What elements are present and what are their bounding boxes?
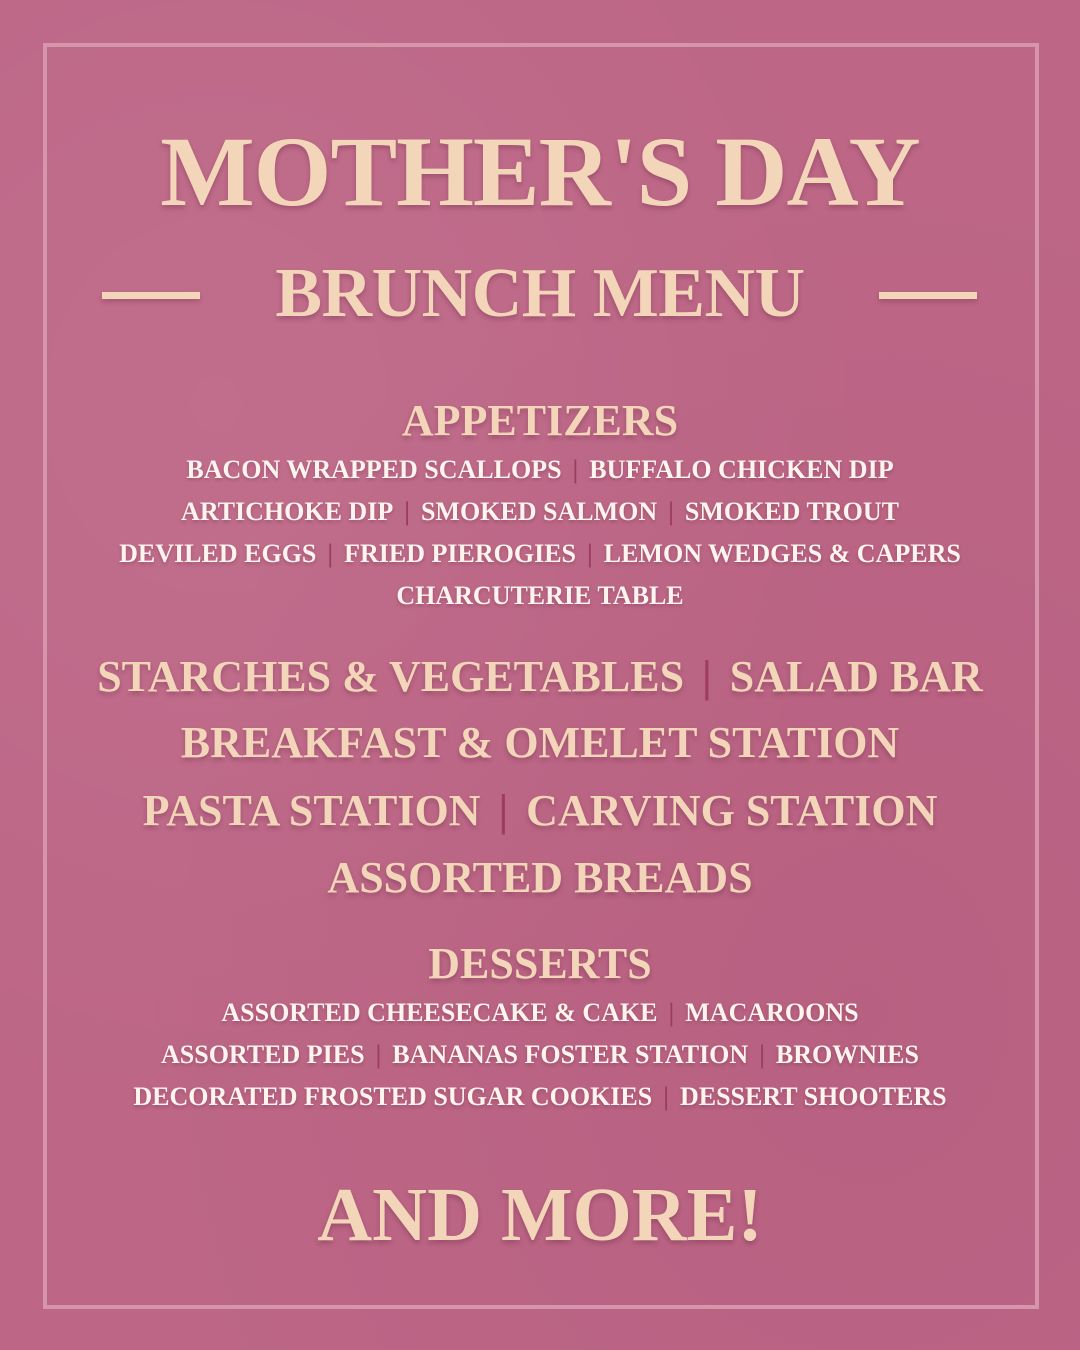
menu-item: BANANAS FOSTER STATION <box>392 1040 749 1069</box>
menu-item: FRIED PIEROGIES <box>344 539 577 568</box>
menu-item: BACON WRAPPED SCALLOPS <box>186 455 562 484</box>
desserts-row <box>0 1081 1080 1113</box>
menu-item: MACAROONS <box>685 998 859 1027</box>
menu-item: DEVILED EGGS <box>119 539 317 568</box>
item-separator: | <box>375 1040 382 1069</box>
stations-row <box>0 851 1080 905</box>
appetizers-row <box>0 496 1080 528</box>
item-separator: | <box>404 497 410 526</box>
item-separator: | <box>668 998 675 1027</box>
item-separator: | <box>327 539 334 568</box>
closing-text: AND MORE! <box>317 1173 763 1257</box>
menu-item: SALAD BAR <box>729 652 983 701</box>
menu-item: ASSORTED CHEESECAKE & CAKE <box>221 998 658 1027</box>
menu-item: DESSERT SHOOTERS <box>679 1082 947 1111</box>
item-separator: | <box>702 652 712 701</box>
menu-item: ASSORTED BREADS <box>327 853 753 902</box>
menu-item: CHARCUTERIE TABLE <box>396 581 684 610</box>
poster-title: MOTHER'S DAY <box>160 116 920 227</box>
stations-row <box>0 650 1080 704</box>
item-separator: | <box>587 539 593 568</box>
appetizers-row <box>0 580 1080 612</box>
stations-row <box>0 784 1080 838</box>
menu-item: PASTA STATION <box>142 786 481 835</box>
menu-item: SMOKED TROUT <box>684 497 899 526</box>
menu-item: DECORATED FROSTED SUGAR COOKIES <box>133 1082 653 1111</box>
poster-subtitle: BRUNCH MENU <box>275 255 805 332</box>
menu-item: CARVING STATION <box>526 786 938 835</box>
appetizers-row <box>0 538 1080 570</box>
menu-item: SMOKED SALMON <box>420 497 658 526</box>
menu-item: BROWNIES <box>775 1040 919 1069</box>
menu-item: LEMON WEDGES & CAPERS <box>603 539 961 568</box>
item-separator: | <box>759 1040 765 1069</box>
appetizers-heading: APPETIZERS <box>401 396 679 445</box>
menu-item: STARCHES & VEGETABLES <box>97 652 685 701</box>
right-dash-ornament <box>879 292 977 299</box>
desserts-heading: DESSERTS <box>428 939 652 988</box>
desserts-row <box>0 1039 1080 1071</box>
item-separator: | <box>663 1082 669 1111</box>
menu-item: ASSORTED PIES <box>161 1040 365 1069</box>
item-separator: | <box>668 497 674 526</box>
stations-row <box>0 716 1080 770</box>
appetizers-row <box>0 454 1080 486</box>
menu-item: BREAKFAST & OMELET STATION <box>180 718 900 767</box>
menu-item: ARTICHOKE DIP <box>181 497 394 526</box>
item-separator: | <box>498 786 509 835</box>
menu-item: BUFFALO CHICKEN DIP <box>589 455 894 484</box>
desserts-row <box>0 997 1080 1029</box>
item-separator: | <box>572 455 579 484</box>
